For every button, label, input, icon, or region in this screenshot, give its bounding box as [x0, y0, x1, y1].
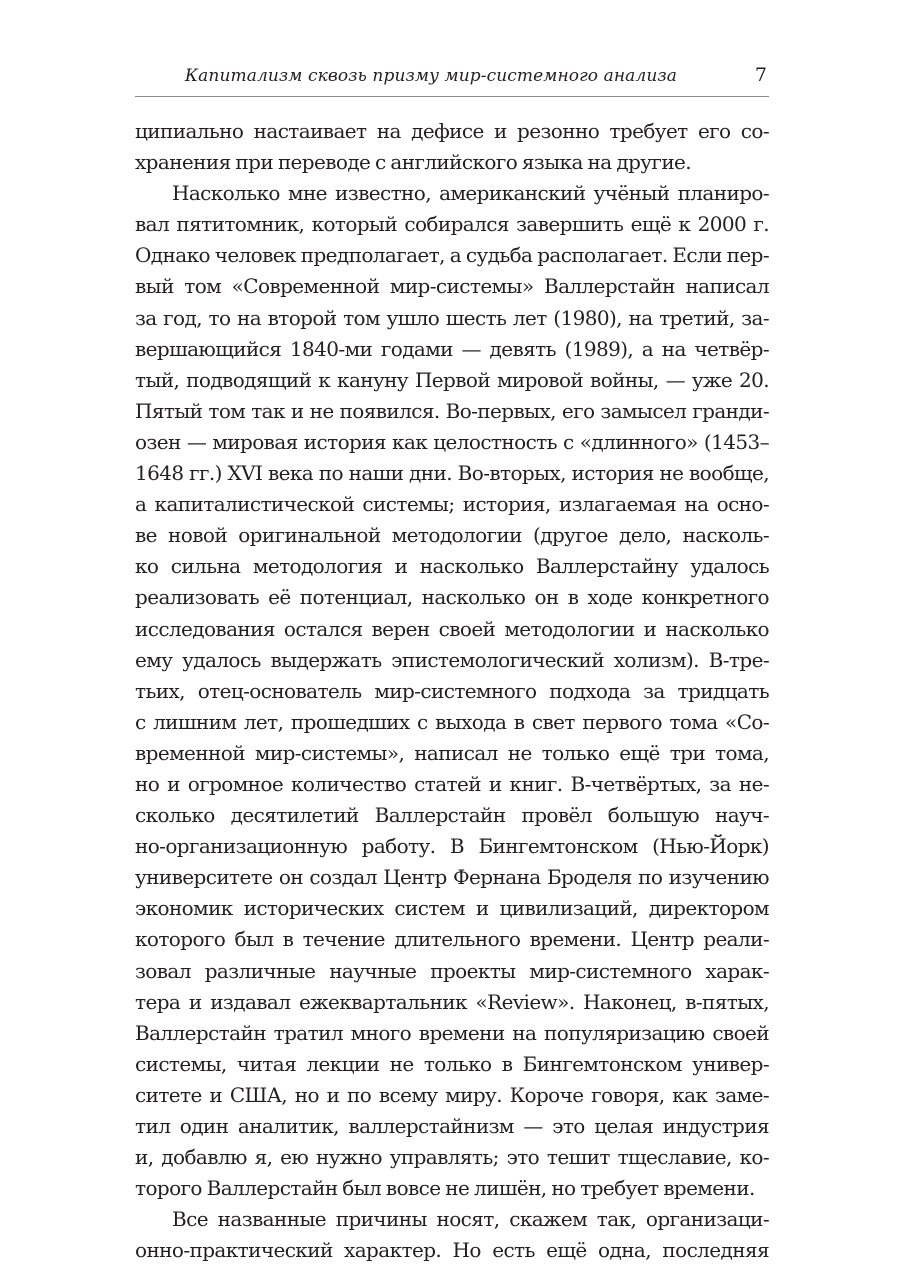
text-line: Все названные причины носят, скажем так, организаци-: [172, 1207, 769, 1232]
text-line: торого Валлерстайн был вовсе не лишён, но требует времени.: [135, 1176, 755, 1201]
text-line: с лишним лет, прошедших с выхода в свет первого тома «Со-: [135, 709, 769, 734]
text-line: 1648 гг.) XVI века по наши дни. Во-вторых, история не вообще,: [135, 461, 769, 486]
text-line: временной мир-системы», написал не только ещё три тома,: [135, 740, 769, 765]
running-title: Капитализм сквозь призму мир-системного анализа: [184, 66, 677, 86]
text-line: сколько десятилетий Валлерстайн провёл большую науч-: [135, 803, 769, 828]
text-line: Валлерстайн тратил много времени на популяризацию своей: [135, 1020, 769, 1045]
running-header: [135, 62, 769, 97]
text-line: но и огромное количество статей и книг. В-четвёртых, за не-: [135, 771, 769, 796]
text-line: Насколько мне известно, американский учёный планиро-: [172, 181, 769, 206]
text-line: ко сильна методология и насколько Валлерстайну удалось: [135, 554, 769, 579]
text-line: за год, то на второй том ушло шесть лет (1980), на третий, за-: [135, 305, 769, 330]
body-text: [135, 116, 769, 1266]
text-line: тил один аналитик, валлерстайнизм — это целая индустрия: [135, 1114, 769, 1138]
text-line: исследования остался верен своей методологии и насколько: [135, 616, 769, 641]
text-line: системы, читая лекции не только в Бингемтонском универ-: [135, 1051, 769, 1076]
text-line: Однако человек предполагает, а судьба располагает. Если пер-: [135, 243, 769, 268]
text-line: ве новой оригинальной методологии (другое дело, насколь-: [135, 523, 769, 548]
text-line: тьих, отец-основатель мир-системного подхода за тридцать: [135, 678, 769, 703]
page-number: 7: [754, 64, 767, 86]
text-line: реализовать её потенциал, насколько он в ходе конкретного: [135, 585, 769, 610]
text-line: но-организационную работу. В Бингемтонском (Нью-Йорк): [135, 834, 769, 859]
text-line: вершающийся 1840-ми годами — девять (1989), а на четвёр-: [135, 336, 769, 361]
text-line: ципиально настаивает на дефисе и резонно требует его со-: [135, 119, 769, 143]
text-line: зовал различные научные проекты мир-системного харак-: [135, 958, 769, 983]
text-line: онно-практический характер. Но есть ещё одна, последняя: [135, 1238, 769, 1263]
text-line: ситете и США, но и по всему миру. Короче говоря, как заме-: [135, 1082, 769, 1107]
text-line: университете он создал Центр Фернана Броделя по изучению: [135, 865, 769, 890]
text-line: а капиталистической системы; история, излагаемая на осно-: [135, 492, 769, 517]
text-line: вый том «Современной мир-системы» Валлерстайн написал: [135, 274, 769, 299]
text-line: Пятый том так и не появился. Во-первых, его замысел гранди-: [135, 398, 769, 423]
text-line: экономик исторических систем и цивилизаций, директором: [135, 896, 769, 921]
text-line: и, добавлю я, ею нужно управлять; это тешит тщеславие, ко-: [135, 1145, 769, 1170]
text-line: вал пятитомник, который собирался завершить ещё к 2000 г.: [135, 212, 769, 237]
text-line: тый, подводящий к кануну Первой мировой войны, — уже 20.: [135, 367, 769, 392]
text-line: тера и издавал ежеквартальник «Review». Наконец, в-пятых,: [135, 989, 769, 1014]
text-line: ему удалось выдержать эпистемологический холизм). В-тре-: [135, 647, 769, 672]
text-line: хранения при переводе с английского языка на другие.: [135, 150, 692, 175]
text-line: озен — мировая история как целостность с «длинного» (1453–: [135, 429, 769, 454]
text-line: которого был в течение длительного времени. Центр реали-: [135, 927, 769, 952]
